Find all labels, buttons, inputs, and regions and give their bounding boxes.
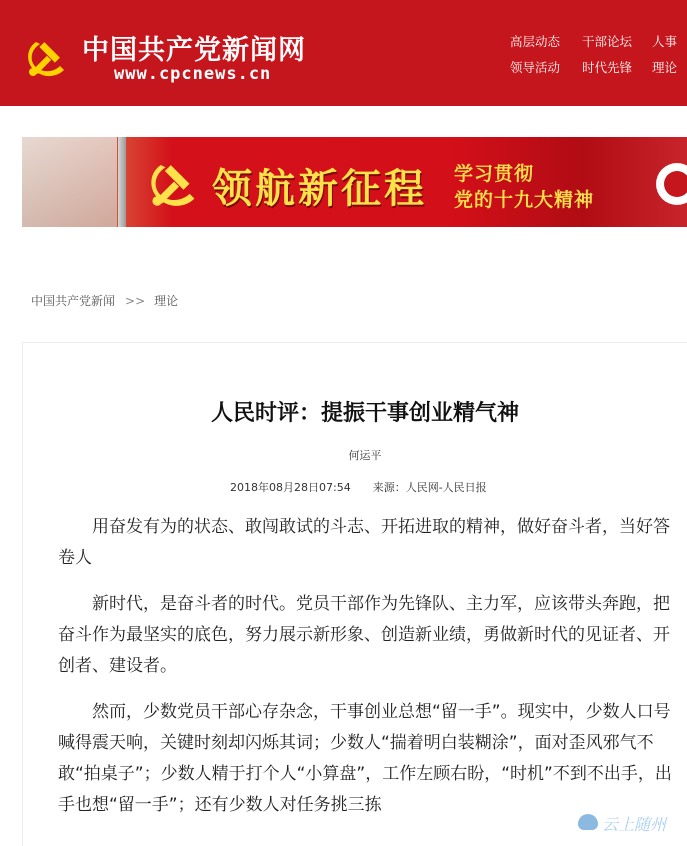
watermark-text: 云上随州 [602, 815, 667, 834]
article-meta [230, 479, 487, 495]
banner-subtitle [454, 161, 654, 213]
site-name: 中国共产党新闻网 [82, 35, 306, 66]
cloud-icon [578, 814, 598, 830]
article-datetime: 2018年08月28日07:54 [230, 481, 351, 494]
nav-gaoceng[interactable]: 高层动态 [510, 34, 561, 49]
banner-subtitle-line1: 学习贯彻 [454, 163, 535, 185]
banner-cityscape [22, 137, 117, 227]
nav-lilun[interactable]: 理论 [652, 60, 678, 75]
watermark [578, 808, 687, 838]
banner-subtitle-line2: 党的十九大精神 [454, 189, 595, 211]
banner-flagpole [118, 137, 126, 227]
site-logo[interactable] [22, 30, 342, 90]
party-emblem-icon [22, 32, 72, 82]
breadcrumb-section[interactable]: 理论 [154, 294, 179, 308]
site-url: www.cpcnews.cn [114, 64, 272, 84]
article-title: 人民时评：提振干事创业精气神 [210, 401, 519, 426]
nav-ganbu[interactable]: 干部论坛 [582, 34, 633, 49]
banner-headline: 领航新征程 [212, 165, 427, 212]
article-paragraph: 然而，少数党员干部心存杂念，干事创业总想“留一手”。现实中，少数人口号喊得震天响，关键时刻却闪烁其词；少数人“揣着明白装糊涂”，面对歪风邪气不敢“拍桌子”；少数人精于打个人“小算盘”，工作左顾右盼，“时机”不到不出手，出手也想“留一手”；还有少数人对任务挑三拣 [58, 702, 672, 815]
site-header [0, 0, 687, 106]
article-source: 来源：人民网-人民日报 [372, 481, 487, 494]
nav-lingdao[interactable]: 领导活动 [510, 60, 561, 75]
promo-banner[interactable] [22, 137, 687, 227]
article-author: 何运平 [348, 449, 382, 462]
article-paragraph: 用奋发有为的状态、敢闯敢试的斗志、开拓进取的精神，做好奋斗者，当好答卷人 [58, 517, 670, 568]
breadcrumb-home[interactable]: 中国共产党新闻 [31, 294, 116, 308]
nav-shidai[interactable]: 时代先锋 [582, 60, 633, 75]
banner-party-emblem-icon [144, 153, 204, 213]
breadcrumb [31, 292, 178, 309]
top-nav [510, 33, 687, 85]
breadcrumb-separator: >> [125, 294, 146, 308]
banner-badge-icon [656, 163, 687, 205]
nav-renshi[interactable]: 人事 [652, 34, 678, 49]
article-body [58, 512, 676, 836]
article-paragraph: 新时代，是奋斗者的时代。党员干部作为先锋队、主力军，应该带头奔跑，把奋斗作为最坚实的底色，努力展示新形象、创造新业绩，勇做新时代的见证者、开创者、建设者。 [58, 594, 670, 676]
